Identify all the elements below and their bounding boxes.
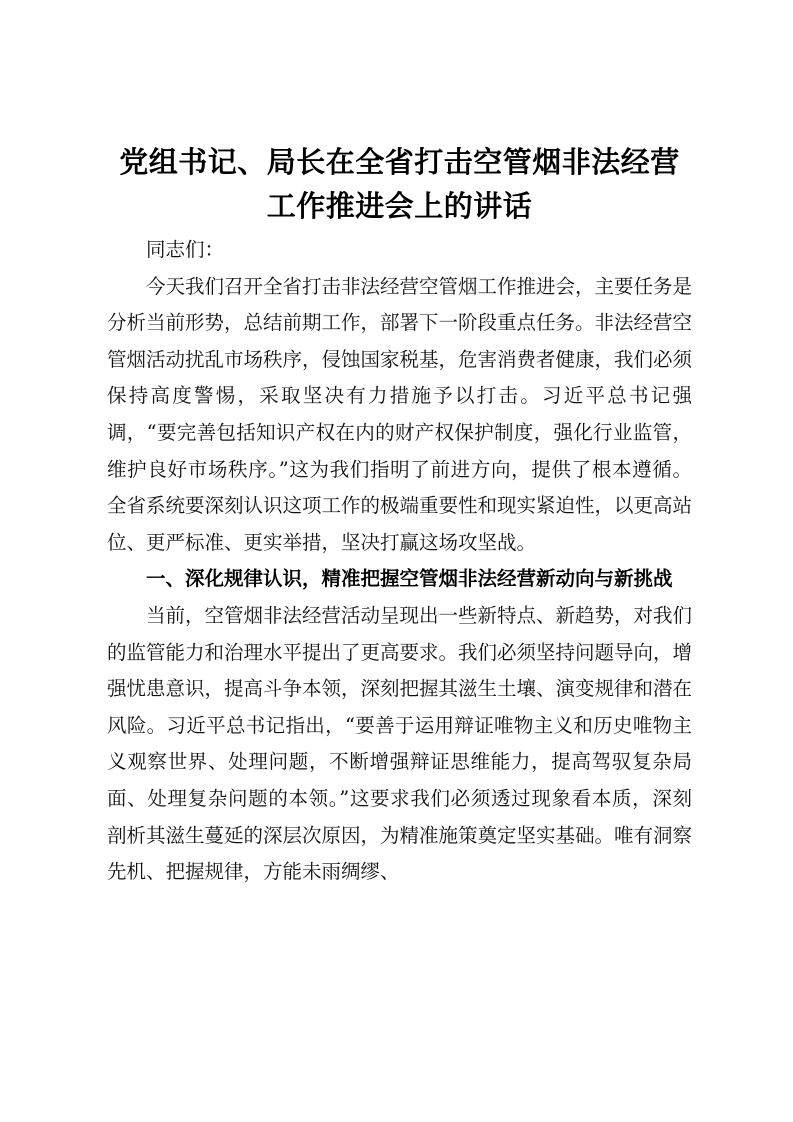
section-1-paragraph: 当前，空管烟非法经营活动呈现出一些新特点、新趋势，对我们的监管能力和治理水平提出了更高要求。我们必须坚持问题导向，增强忧患意识，提高斗争本领，深刻把握其滋生土壤、演变规律和潜在风险。习近平总书记指出，“要善于运用辩证唯物主义和历史唯物主义观察世界、处理问题，不断增强辩证思维能力，提高驾驭复杂局面、处理复杂问题的本领。”这要求我们必须透过现象看本质，深刻剖析其滋生蔓延的深层次原因，为精准施策奠定坚实基础。唯有洞察先机、把握规律，方能未雨绸缪、	[107, 603, 693, 884]
document-title: 党组书记、局长在全省打击空管烟非法经营工作推进会上的讲话	[119, 145, 680, 223]
document-body	[107, 140, 692, 891]
section-heading-1: 一、深化规律认识，精准把握空管烟非法经营新动向与新挑战	[146, 567, 673, 591]
greeting: 同志们：	[146, 238, 225, 261]
intro-paragraph: 今天我们召开全省打击非法经营空管烟工作推进会，主要任务是分析当前形势，总结前期工作，部署下一阶段重点任务。非法经营空管烟活动扰乱市场秩序，侵蚀国家税基，危害消费者健康，我们必须保持高度警惕，采取坚决有力措施予以打击。习近平总书记强调，“要完善包括知识产权在内的财产权保护制度，强化行业监管，维护良好市场秩序。”这为我们指明了前进方向，提供了根本遵循。全省系统要深刻认识这项工作的极端重要性和现实紧迫性，以更高站位、更严标准、更实举措，坚决打赢这场攻坚战。	[107, 274, 693, 554]
